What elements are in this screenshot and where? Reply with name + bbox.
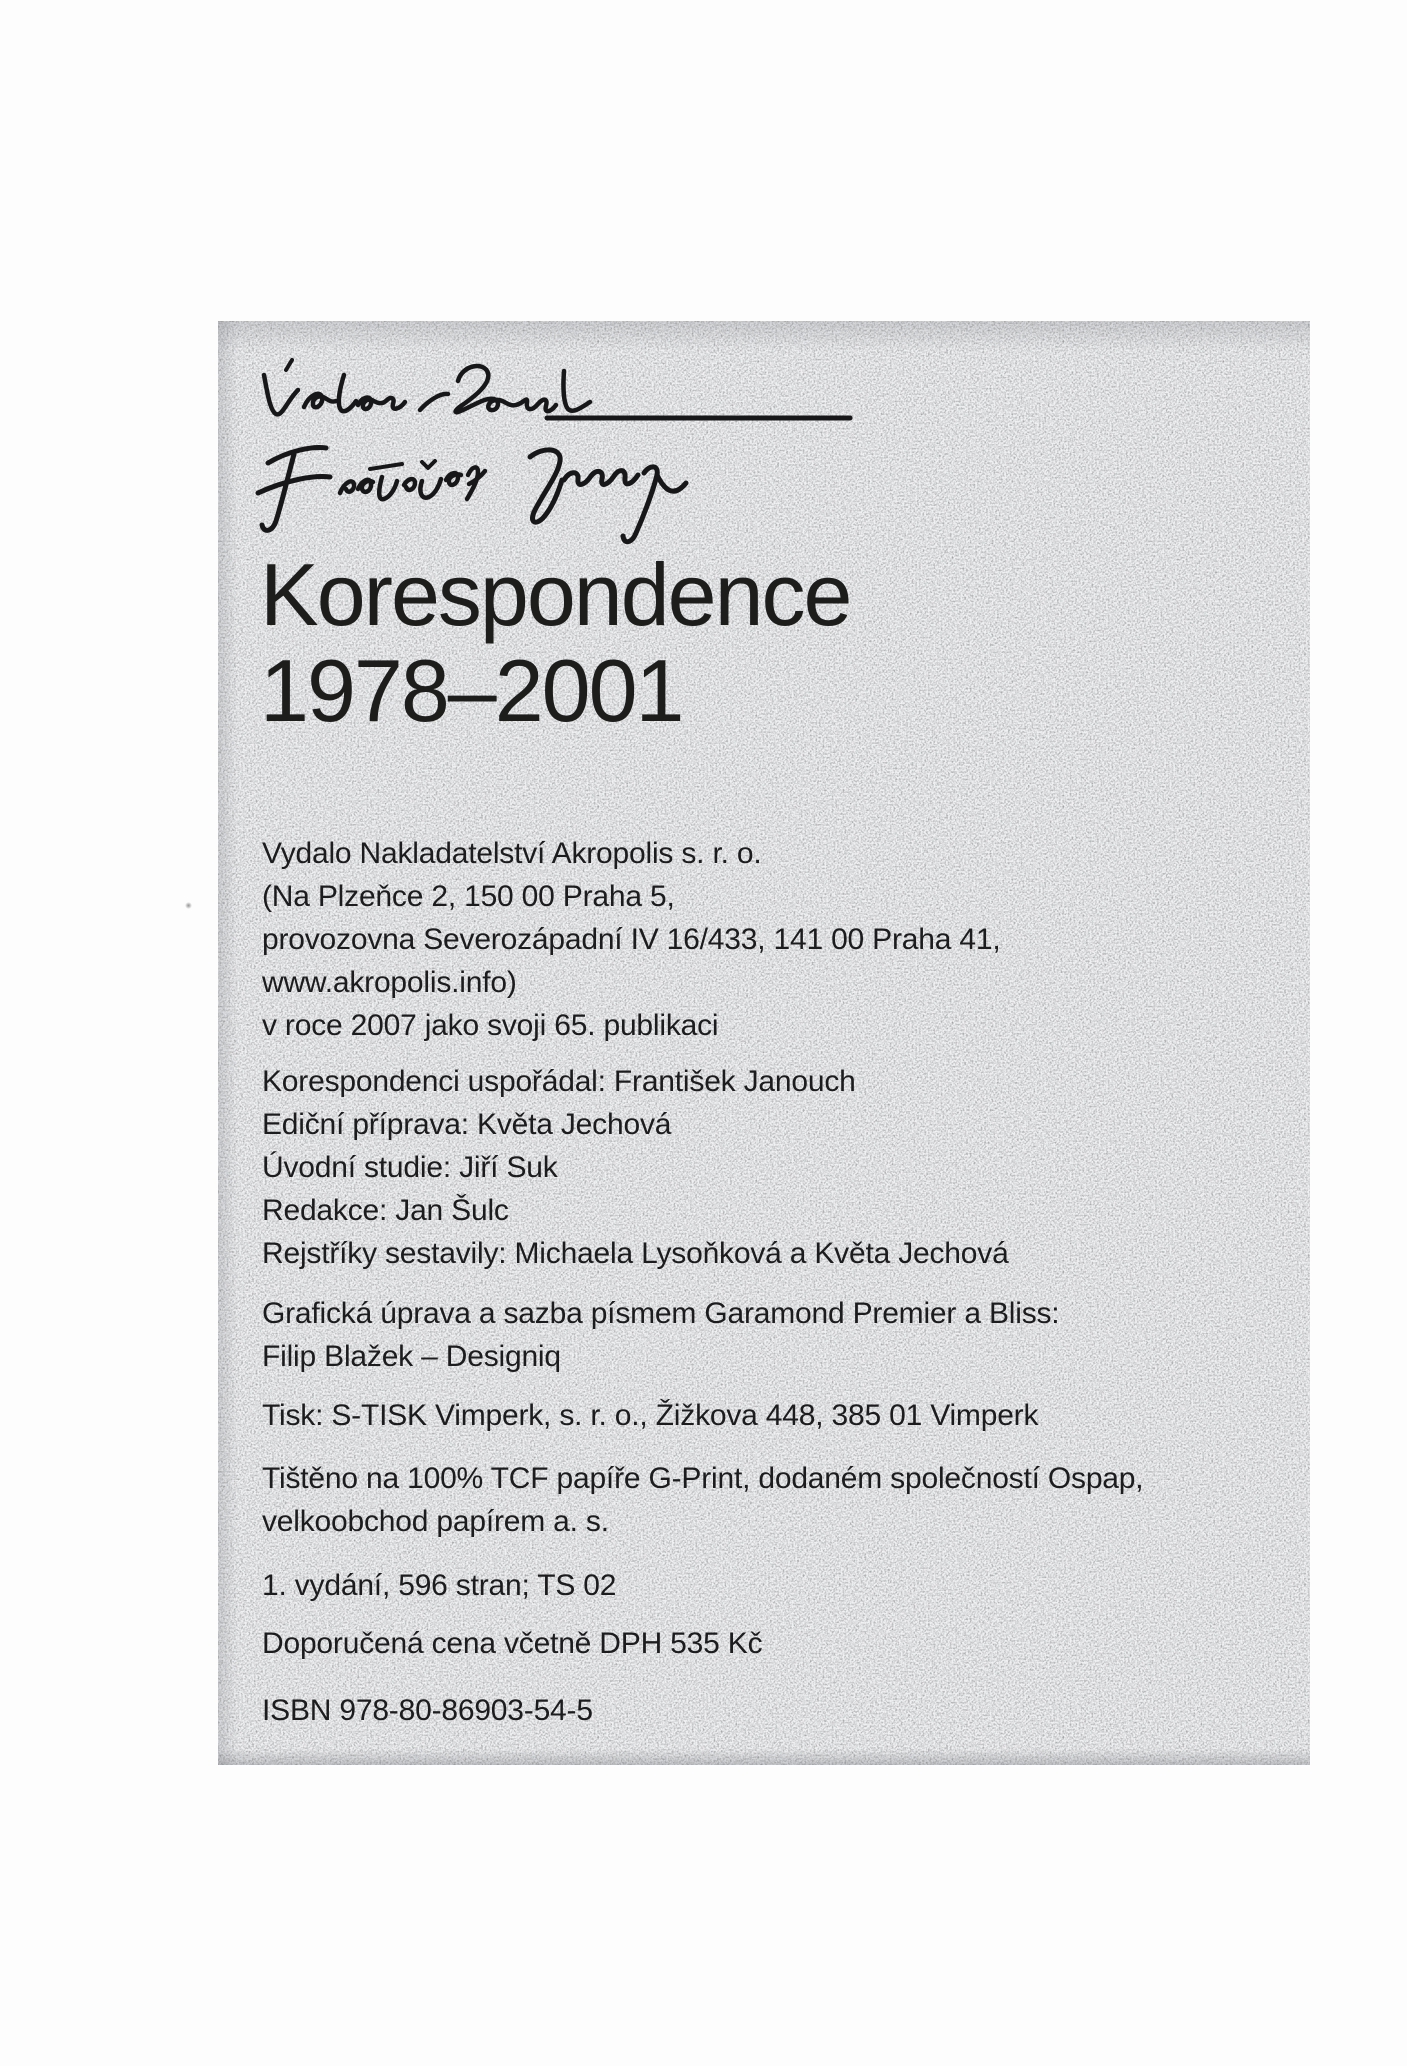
text-line: 1. vydání, 596 stran; TS 02 xyxy=(262,1569,617,1602)
text-line: Tištěno na 100% TCF papíře G-Print, dodaném společností Ospap, xyxy=(262,1462,1144,1495)
print-info xyxy=(262,1394,1038,1437)
text-line: velkoobchod papírem a. s. xyxy=(262,1505,609,1538)
text-line: (Na Plzeňce 2, 150 00 Praha 5, xyxy=(262,880,675,913)
scan-edge-shadow-top xyxy=(218,321,1310,351)
text-line: provozovna Severozápadní IV 16/433, 141 00 Praha 41, xyxy=(262,923,1001,956)
text-line: ISBN 978-80-86903-54-5 xyxy=(262,1694,593,1727)
paper-info xyxy=(262,1457,1143,1543)
design-info xyxy=(262,1292,1059,1378)
book-title-years: 1978–2001 xyxy=(260,641,683,740)
vaclav-havel-signature xyxy=(264,360,850,418)
text-line: Doporučená cena včetně DPH 535 Kč xyxy=(262,1627,763,1660)
text-line: Rejstříky sestavily: Michaela Lysoňková a Květa Jechová xyxy=(262,1237,1009,1270)
text-line: Tisk: S-TISK Vimperk, s. r. o., Žižkova 448, 385 01 Vimperk xyxy=(262,1399,1039,1432)
text-line: Vydalo Nakladatelství Akropolis s. r. o. xyxy=(262,837,762,870)
price-info xyxy=(262,1622,762,1665)
credits-info xyxy=(262,1060,1009,1275)
scan-edge-shadow-bottom xyxy=(218,1749,1310,1765)
text-line: Korespondenci uspořádal: František Janouch xyxy=(262,1065,856,1098)
text-line: Filip Blažek – Designiq xyxy=(262,1340,561,1373)
book-title xyxy=(260,547,850,739)
text-line: Redakce: Jan Šulc xyxy=(262,1194,509,1227)
text-line: v roce 2007 jako svoji 65. publikaci xyxy=(262,1009,719,1042)
publisher-info xyxy=(262,832,1000,1047)
author-signatures xyxy=(252,353,902,565)
text-line: Ediční příprava: Květa Jechová xyxy=(262,1108,672,1141)
book-title-line1: Korespondence xyxy=(260,545,851,644)
isbn-info xyxy=(262,1689,593,1732)
text-line: Úvodní studie: Jiří Suk xyxy=(262,1151,558,1184)
scan-dust-artifact xyxy=(185,902,192,909)
edition-info xyxy=(262,1564,616,1607)
text-line: Grafická úprava a sazba písmem Garamond Premier a Bliss: xyxy=(262,1297,1060,1330)
frantisek-janouch-signature xyxy=(258,448,686,542)
scan-edge-shadow-left xyxy=(218,321,238,1765)
scan-area xyxy=(218,321,1310,1765)
text-line: www.akropolis.info) xyxy=(262,966,517,999)
